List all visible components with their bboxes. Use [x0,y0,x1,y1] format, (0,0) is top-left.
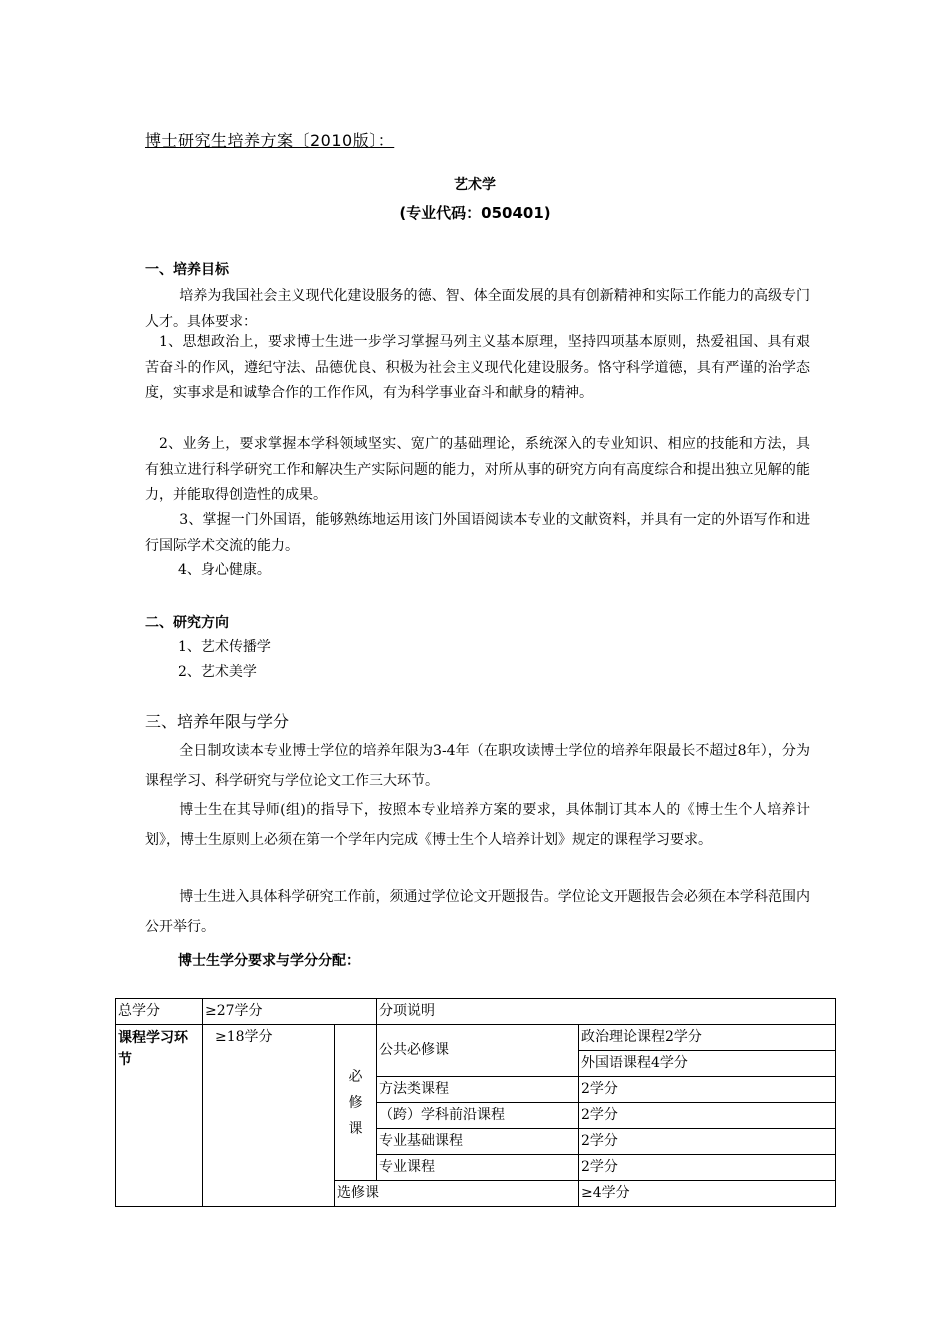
direction-item: 2、艺术美学 [178,664,257,680]
required-char: 修 [348,1094,363,1111]
section1-item2: 2、业务上，要求掌握本学科领域坚实、宽广的基础理论，系统深入的专业知识、相应的技能和方法，具有独立进行科学研究工作和解决生产实际问题的能力，对所从事的研究方向有高度综合和提出独立见解的能力，并能取得创造性的成果。 [145,436,810,503]
course-stage-credits: ≥18学分 [203,1025,335,1207]
major-name: 艺术学 [454,177,496,193]
total-credits-value: ≥27学分 [203,999,377,1025]
required-course-label [335,1025,377,1181]
course-credits: 2学分 [579,1077,836,1103]
document-title: 博士研究生培养方案〔2010版〕： [145,131,395,150]
section1-item3: 3、掌握一门外国语，能够熟练地运用该门外国语阅读本专业的文献资料，并具有一定的外语写作和进行国际学术交流的能力。 [145,512,810,554]
course-credits: 2学分 [579,1103,836,1129]
section3-para3: 博士生进入具体科学研究工作前，须通过学位论文开题报告。学位论文开题报告会必须在本学科范围内公开举行。 [145,889,810,935]
breakdown-label: 分项说明 [377,999,836,1025]
table-header-row [116,999,836,1025]
major-code: (专业代码：050401) [399,204,551,222]
course-name: 方法类课程 [377,1077,579,1103]
course-name: 专业课程 [377,1155,579,1181]
section1-intro: 培养为我国社会主义现代化建设服务的德、智、体全面发展的具有创新精神和实际工作能力的高级专门人才。具体要求： [145,288,810,330]
section1-item4: 4、身心健康。 [178,562,271,578]
foreign-language-credits: 外国语课程4学分 [579,1051,836,1077]
direction-item: 1、艺术传播学 [178,639,271,655]
credits-table [115,998,836,1207]
section3-para1: 全日制攻读本专业博士学位的培养年限为3-4年（在职攻读博士学位的培养年限最长不超过8年），分为课程学习、科学研究与学位论文工作三大环节。 [145,743,810,789]
public-required-label: 公共必修课 [377,1025,579,1077]
section1-item1: 1、思想政治上，要求博士生进一步学习掌握马列主义基本原理，坚持四项基本原则，热爱祖国、具有艰苦奋斗的作风，遵纪守法、品德优良、积极为社会主义现代化建设服务。恪守科学道德，具有严谨的治学态度，实事求是和诚挚合作的工作作风，有为科学事业奋斗和献身的精神。 [145,334,810,401]
elective-label: 选修课 [335,1181,579,1207]
section2-heading: 二、研究方向 [145,615,229,631]
course-name: 专业基础课程 [377,1129,579,1155]
course-stage-label: 课程学习环节 [116,1025,203,1207]
table-row [116,1025,836,1051]
section1-heading: 一、培养目标 [145,262,229,278]
required-char: 必 [348,1068,363,1085]
section3-para2: 博士生在其导师(组)的指导下，按照本专业培养方案的要求，具体制订其本人的《博士生个人培养计划》，博士生原则上必须在第一个学年内完成《博士生个人培养计划》规定的课程学习要求。 [145,802,810,848]
section3-heading: 三、培养年限与学分 [145,712,290,731]
course-credits: 2学分 [579,1129,836,1155]
required-char: 课 [348,1120,363,1137]
total-credits-label: 总学分 [116,999,203,1025]
table-caption: 博士生学分要求与学分分配： [178,953,360,969]
course-credits: 2学分 [579,1155,836,1181]
course-name: （跨）学科前沿课程 [377,1103,579,1129]
elective-credits: ≥4学分 [579,1181,836,1207]
politics-credits: 政治理论课程2学分 [579,1025,836,1051]
